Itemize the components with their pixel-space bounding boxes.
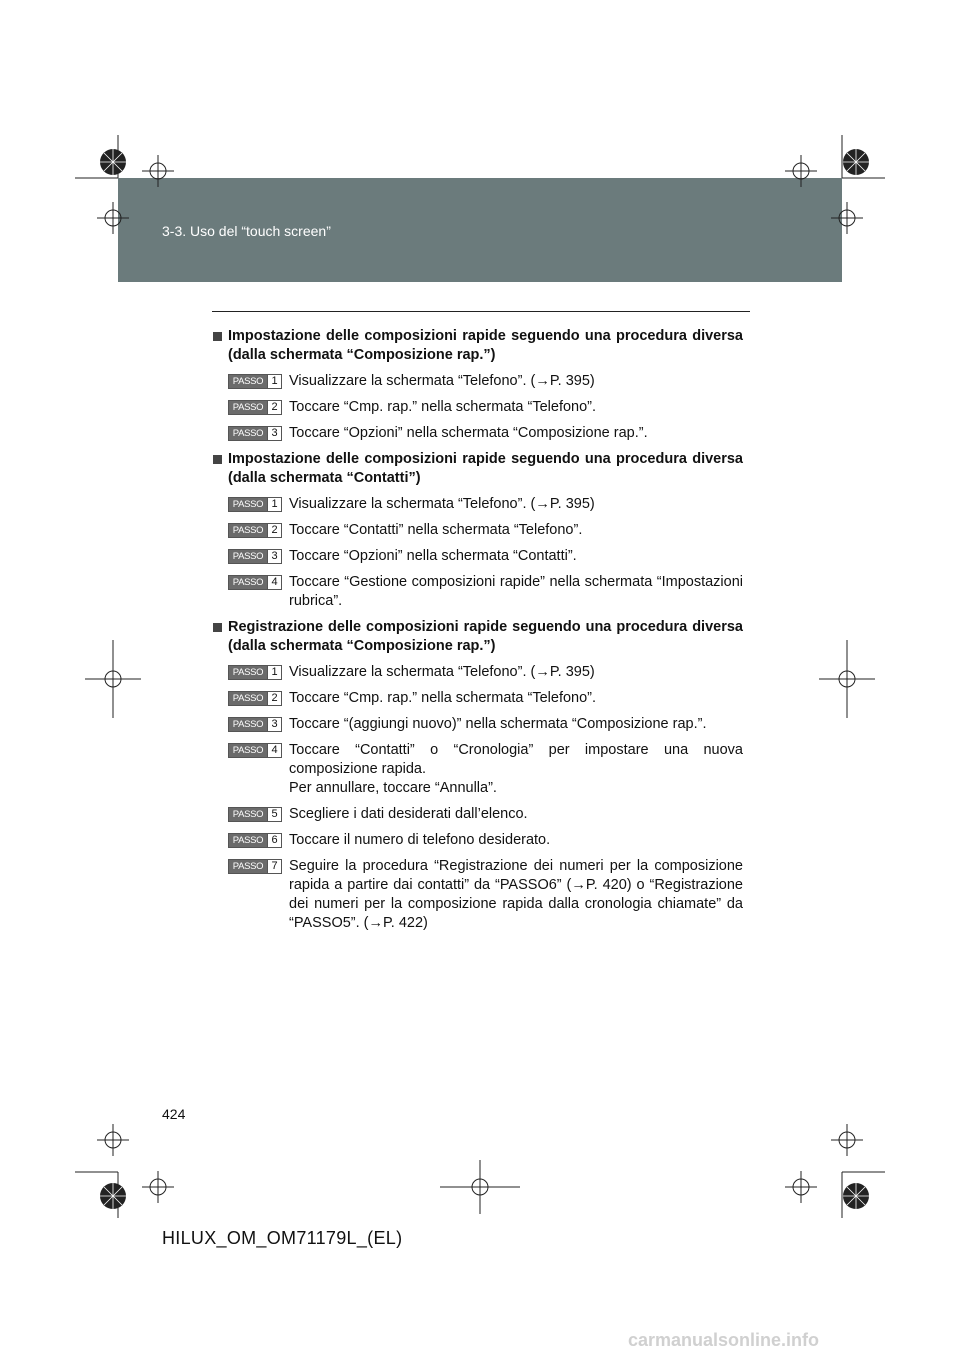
step-text: Seguire la procedura “Registrazione dei numeri per la composizione rapida a partire dai contatti” da “PASSO6” (→P. 420) o “Registrazione dei numeri per la composizione rapida dalla cronologia chiamate” da “PASSO5”. (→P. 422) xyxy=(289,858,743,931)
section-heading: Impostazione delle composizioni rapide seguendo una procedura diversa (dalla schermata “Contatti”) xyxy=(212,450,743,488)
step-badge: PASSO 2 xyxy=(228,691,282,706)
square-bullet-icon xyxy=(213,332,222,341)
step-badge: PASSO 2 xyxy=(228,523,282,538)
content xyxy=(212,327,743,940)
step-text: Visualizzare la schermata “Telefono”. (→P. 395) xyxy=(289,664,595,680)
step-item xyxy=(212,521,743,540)
watermark: carmanualsonline.info xyxy=(628,1330,820,1350)
header-rule xyxy=(212,311,750,312)
step-badge: PASSO 5 xyxy=(228,807,282,822)
section-title: 3-3. Uso del “touch screen” xyxy=(162,223,331,239)
step-text: Toccare “Opzioni” nella schermata “Contatti”. xyxy=(289,548,577,564)
step-item xyxy=(212,663,743,682)
step-item xyxy=(212,547,743,566)
step-badge: PASSO 4 xyxy=(228,575,282,590)
step-item xyxy=(212,857,743,933)
step-text: Toccare “Contatti” o “Cronologia” per impostare una nuova composizione rapida. Per annullare, toccare “Annulla”. xyxy=(289,742,743,796)
step-badge: PASSO 1 xyxy=(228,374,282,389)
step-text: Toccare “Opzioni” nella schermata “Composizione rap.”. xyxy=(289,425,648,441)
step-item xyxy=(212,805,743,824)
step-badge: PASSO 6 xyxy=(228,833,282,848)
document-code: HILUX_OM_OM71179L_(EL) xyxy=(162,1228,403,1248)
step-text: Toccare il numero di telefono desiderato. xyxy=(289,832,551,848)
step-badge: PASSO 3 xyxy=(228,717,282,732)
step-item xyxy=(212,831,743,850)
step-badge: PASSO 4 xyxy=(228,743,282,758)
step-text: Toccare “Contatti” nella schermata “Telefono”. xyxy=(289,522,583,538)
section-heading: Impostazione delle composizioni rapide seguendo una procedura diversa (dalla schermata “Composizione rap.”) xyxy=(212,327,743,365)
step-badge: PASSO 3 xyxy=(228,426,282,441)
step-badge: PASSO 1 xyxy=(228,497,282,512)
step-text: Toccare “(aggiungi nuovo)” nella schermata “Composizione rap.”. xyxy=(289,716,707,732)
step-text: Scegliere i dati desiderati dall’elenco. xyxy=(289,806,528,822)
step-text: Visualizzare la schermata “Telefono”. (→P. 395) xyxy=(289,373,595,389)
step-badge: PASSO 3 xyxy=(228,549,282,564)
step-item xyxy=(212,372,743,391)
step-item xyxy=(212,573,743,611)
square-bullet-icon xyxy=(213,623,222,632)
step-item xyxy=(212,495,743,514)
step-item xyxy=(212,741,743,798)
page-number: 424 xyxy=(162,1106,186,1122)
step-badge: PASSO 2 xyxy=(228,400,282,415)
file-stamp: HILUX_OM_OM71179L_(EL).book Page 424 Wednesday, May 16, 2012 11:37 AM xyxy=(181,169,528,178)
section-heading: Registrazione delle composizioni rapide seguendo una procedura diversa (dalla schermata “Composizione rap.”) xyxy=(212,618,743,656)
step-item xyxy=(212,398,743,417)
step-item xyxy=(212,715,743,734)
step-badge: PASSO 1 xyxy=(228,665,282,680)
step-item xyxy=(212,689,743,708)
step-text: Toccare “Cmp. rap.” nella schermata “Telefono”. xyxy=(289,399,597,415)
step-badge: PASSO 7 xyxy=(228,859,282,874)
step-text: Visualizzare la schermata “Telefono”. (→P. 395) xyxy=(289,496,595,512)
square-bullet-icon xyxy=(213,455,222,464)
step-item xyxy=(212,424,743,443)
step-text: Toccare “Cmp. rap.” nella schermata “Telefono”. xyxy=(289,690,597,706)
step-text: Toccare “Gestione composizioni rapide” nella schermata “Impostazioni rubrica”. xyxy=(289,574,743,609)
